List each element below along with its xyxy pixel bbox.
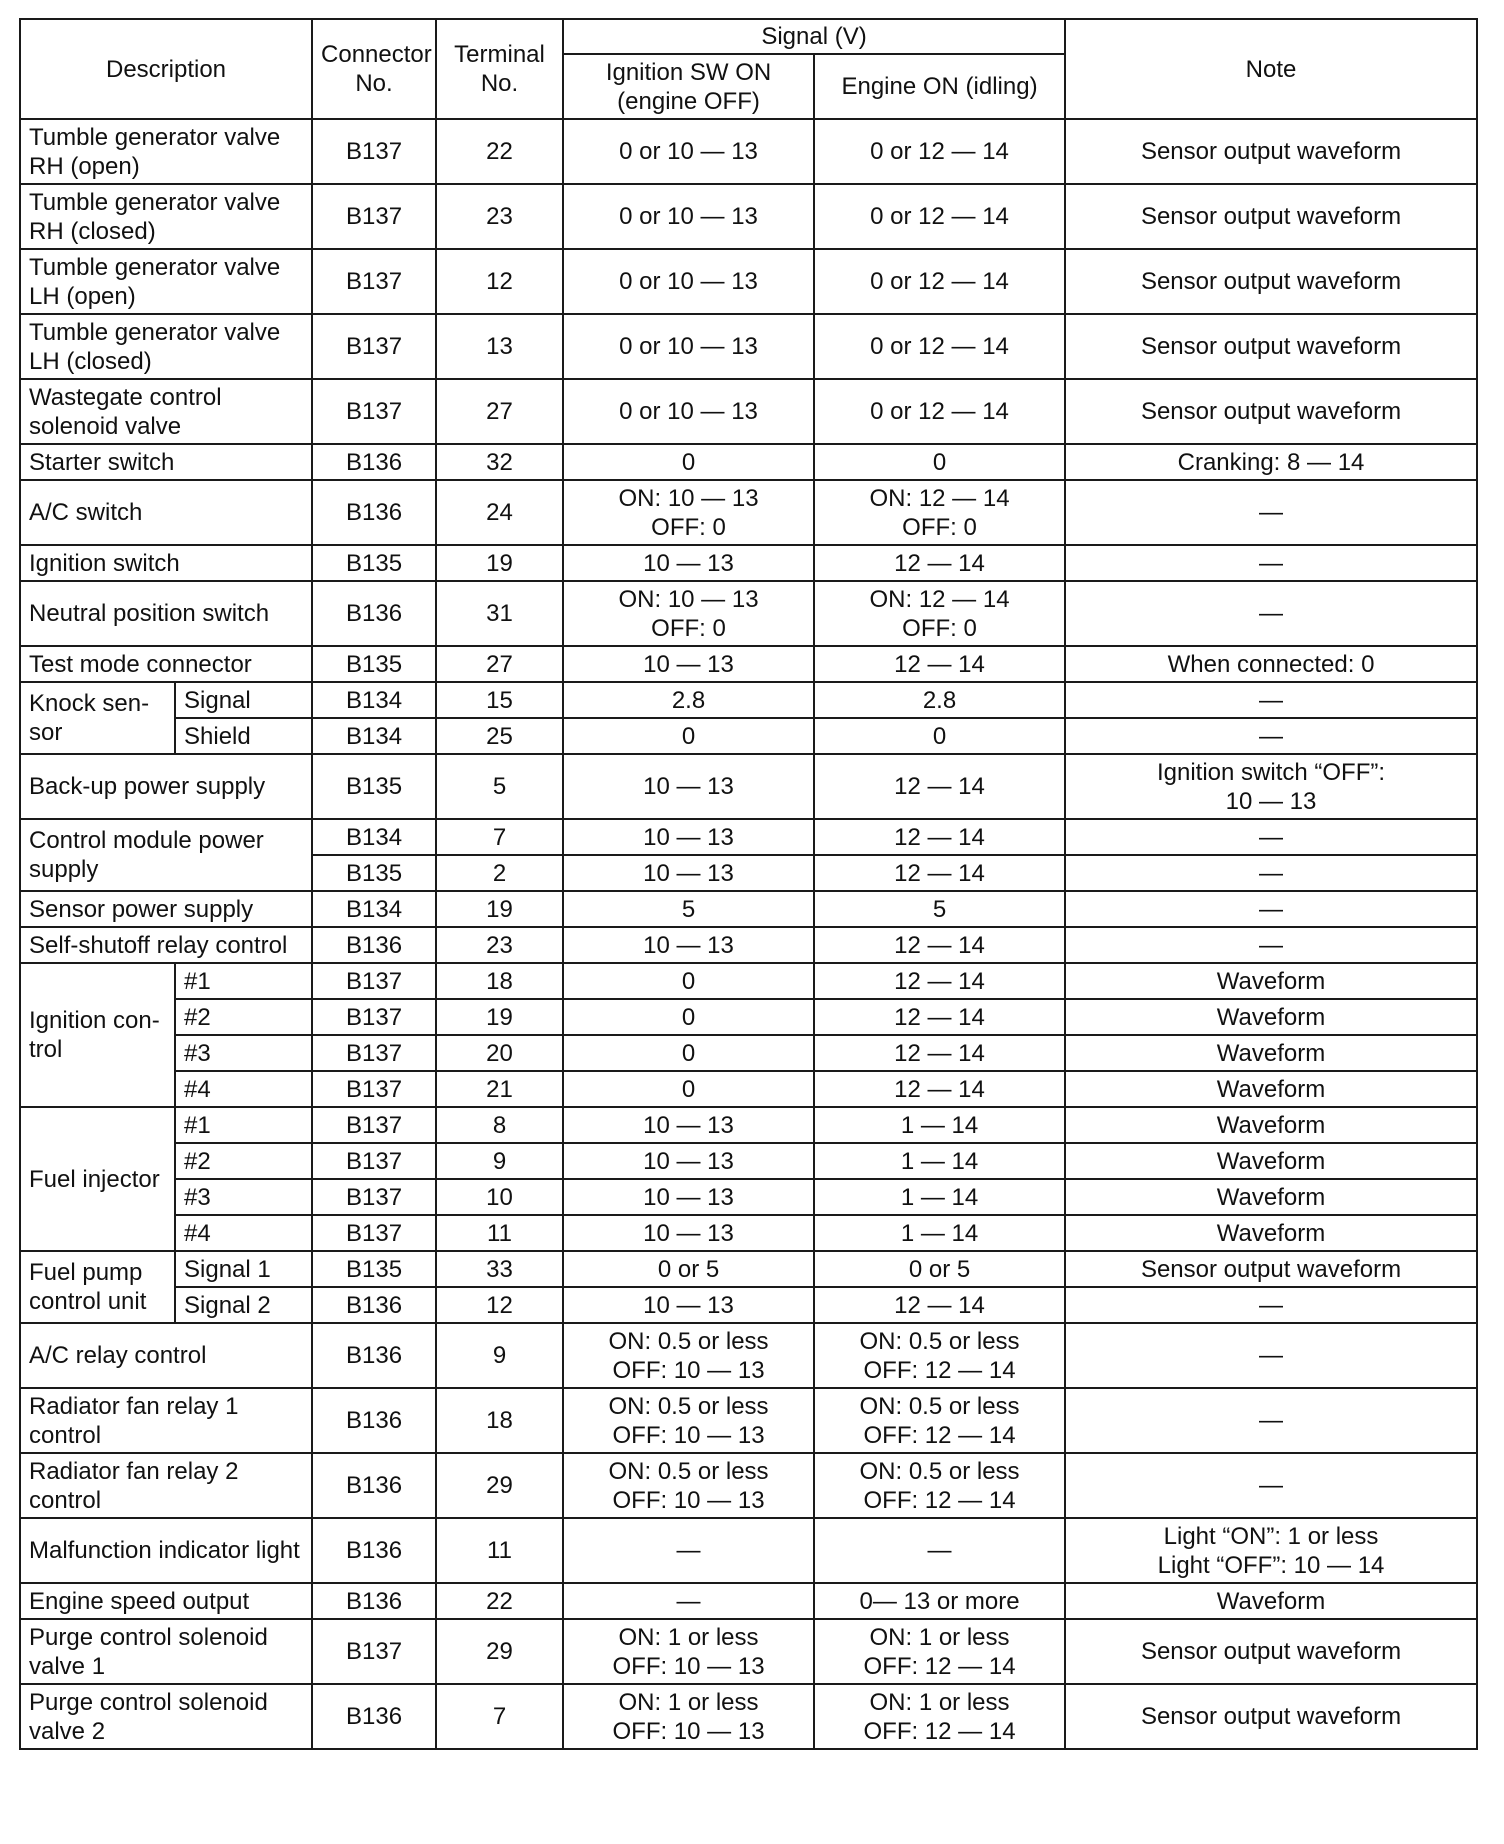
- engine-signal-cell: 2.8: [814, 682, 1065, 718]
- table-row: [20, 1583, 1477, 1619]
- ignition-signal-cell: 10 — 13: [563, 1143, 814, 1179]
- note-cell: —: [1065, 581, 1477, 646]
- ignition-signal-cell: ON: 1 or less OFF: 10 — 13: [563, 1684, 814, 1749]
- terminal-cell: 7: [436, 819, 563, 855]
- terminal-cell: 29: [436, 1453, 563, 1518]
- ignition-signal-cell: 10 — 13: [563, 1179, 814, 1215]
- note-cell: —: [1065, 855, 1477, 891]
- table-row: [20, 1179, 1477, 1215]
- description-cell: Tumble generator valve RH (open): [20, 119, 312, 184]
- connector-cell: B136: [312, 927, 436, 963]
- ignition-signal-cell: 0: [563, 999, 814, 1035]
- note-cell: Sensor output waveform: [1065, 1619, 1477, 1684]
- terminal-cell: 22: [436, 1583, 563, 1619]
- ignition-signal-cell: 10 — 13: [563, 545, 814, 581]
- ignition-signal-cell: 10 — 13: [563, 646, 814, 682]
- terminal-cell: 27: [436, 379, 563, 444]
- connector-cell: B136: [312, 1583, 436, 1619]
- note-cell: Sensor output waveform: [1065, 119, 1477, 184]
- connector-cell: B136: [312, 1287, 436, 1323]
- connector-cell: B136: [312, 444, 436, 480]
- terminal-cell: 19: [436, 999, 563, 1035]
- terminal-cell: 21: [436, 1071, 563, 1107]
- description-cell: Fuel pump control unit: [20, 1251, 175, 1323]
- table-row: [20, 119, 1477, 184]
- connector-cell: B137: [312, 999, 436, 1035]
- table-row: [20, 1684, 1477, 1749]
- engine-signal-cell: 1 — 14: [814, 1143, 1065, 1179]
- engine-signal-cell: 1 — 14: [814, 1107, 1065, 1143]
- table-row: [20, 1619, 1477, 1684]
- ignition-signal-cell: 10 — 13: [563, 1215, 814, 1251]
- engine-signal-cell: 12 — 14: [814, 1287, 1065, 1323]
- description-cell: Back-up power supply: [20, 754, 312, 819]
- ignition-signal-cell: 0: [563, 718, 814, 754]
- terminal-cell: 32: [436, 444, 563, 480]
- note-cell: Sensor output waveform: [1065, 1684, 1477, 1749]
- sub-description-cell: Shield: [175, 718, 312, 754]
- sub-description-cell: Signal 2: [175, 1287, 312, 1323]
- ignition-signal-cell: 0 or 10 — 13: [563, 379, 814, 444]
- table-row: [20, 1035, 1477, 1071]
- engine-signal-cell: 12 — 14: [814, 646, 1065, 682]
- engine-signal-cell: 0 or 12 — 14: [814, 119, 1065, 184]
- connector-cell: B136: [312, 480, 436, 545]
- connector-cell: B136: [312, 1388, 436, 1453]
- terminal-cell: 23: [436, 927, 563, 963]
- table-row: [20, 999, 1477, 1035]
- ignition-signal-cell: ON: 0.5 or less OFF: 10 — 13: [563, 1388, 814, 1453]
- connector-cell: B137: [312, 379, 436, 444]
- ignition-signal-cell: 10 — 13: [563, 855, 814, 891]
- engine-signal-cell: 12 — 14: [814, 963, 1065, 999]
- description-cell: Purge control solenoid valve 1: [20, 1619, 312, 1684]
- note-cell: Ignition switch “OFF”: 10 — 13: [1065, 754, 1477, 819]
- ignition-signal-cell: 0: [563, 963, 814, 999]
- sub-description-cell: #3: [175, 1179, 312, 1215]
- table-row: [20, 1215, 1477, 1251]
- connector-cell: B137: [312, 963, 436, 999]
- sub-description-cell: #3: [175, 1035, 312, 1071]
- ignition-signal-cell: 0 or 10 — 13: [563, 314, 814, 379]
- note-cell: Sensor output waveform: [1065, 1251, 1477, 1287]
- sub-description-cell: #4: [175, 1215, 312, 1251]
- note-cell: —: [1065, 927, 1477, 963]
- engine-signal-cell: —: [814, 1518, 1065, 1583]
- engine-signal-cell: ON: 12 — 14 OFF: 0: [814, 480, 1065, 545]
- engine-signal-cell: 0 or 5: [814, 1251, 1065, 1287]
- table-row: [20, 1071, 1477, 1107]
- note-cell: Waveform: [1065, 1215, 1477, 1251]
- note-cell: Waveform: [1065, 1179, 1477, 1215]
- table-row: [20, 1388, 1477, 1453]
- note-cell: Waveform: [1065, 1583, 1477, 1619]
- note-cell: —: [1065, 819, 1477, 855]
- table-row: [20, 1251, 1477, 1287]
- table-row: [20, 480, 1477, 545]
- connector-cell: B136: [312, 1323, 436, 1388]
- terminal-cell: 33: [436, 1251, 563, 1287]
- engine-signal-cell: 0: [814, 444, 1065, 480]
- header-engine-on: Engine ON (idling): [814, 54, 1065, 119]
- note-cell: Waveform: [1065, 1143, 1477, 1179]
- connector-cell: B137: [312, 1215, 436, 1251]
- table-row: [20, 963, 1477, 999]
- ignition-signal-cell: 0 or 5: [563, 1251, 814, 1287]
- ignition-signal-cell: 0 or 10 — 13: [563, 119, 814, 184]
- table-row: [20, 819, 1477, 855]
- ignition-signal-cell: 0: [563, 444, 814, 480]
- ignition-signal-cell: 10 — 13: [563, 819, 814, 855]
- ignition-signal-cell: ON: 0.5 or less OFF: 10 — 13: [563, 1453, 814, 1518]
- note-cell: —: [1065, 682, 1477, 718]
- engine-signal-cell: 5: [814, 891, 1065, 927]
- terminal-cell: 9: [436, 1323, 563, 1388]
- terminal-cell: 18: [436, 963, 563, 999]
- description-cell: Ignition con- trol: [20, 963, 175, 1107]
- table-row: [20, 444, 1477, 480]
- signal-table: [19, 18, 1478, 1750]
- table-row: [20, 1107, 1477, 1143]
- sub-description-cell: #1: [175, 1107, 312, 1143]
- description-cell: Control module power supply: [20, 819, 312, 891]
- engine-signal-cell: ON: 0.5 or less OFF: 12 — 14: [814, 1323, 1065, 1388]
- note-cell: Sensor output waveform: [1065, 184, 1477, 249]
- table-row: [20, 1287, 1477, 1323]
- connector-cell: B135: [312, 646, 436, 682]
- engine-signal-cell: 12 — 14: [814, 1071, 1065, 1107]
- description-cell: A/C switch: [20, 480, 312, 545]
- engine-signal-cell: 12 — 14: [814, 545, 1065, 581]
- connector-cell: B134: [312, 819, 436, 855]
- engine-signal-cell: 0 or 12 — 14: [814, 314, 1065, 379]
- terminal-cell: 19: [436, 891, 563, 927]
- connector-cell: B137: [312, 1179, 436, 1215]
- ignition-signal-cell: 10 — 13: [563, 1287, 814, 1323]
- connector-cell: B135: [312, 855, 436, 891]
- description-cell: Malfunction indicator light: [20, 1518, 312, 1583]
- connector-cell: B134: [312, 891, 436, 927]
- description-cell: Knock sen- sor: [20, 682, 175, 754]
- note-cell: Waveform: [1065, 1107, 1477, 1143]
- sub-description-cell: #1: [175, 963, 312, 999]
- engine-signal-cell: 12 — 14: [814, 1035, 1065, 1071]
- engine-signal-cell: ON: 1 or less OFF: 12 — 14: [814, 1619, 1065, 1684]
- table-row: [20, 646, 1477, 682]
- description-cell: Tumble generator valve LH (open): [20, 249, 312, 314]
- connector-cell: B136: [312, 1453, 436, 1518]
- connector-cell: B135: [312, 754, 436, 819]
- connector-cell: B137: [312, 249, 436, 314]
- table-row: [20, 682, 1477, 718]
- ignition-signal-cell: 2.8: [563, 682, 814, 718]
- engine-signal-cell: 12 — 14: [814, 754, 1065, 819]
- terminal-cell: 31: [436, 581, 563, 646]
- terminal-cell: 25: [436, 718, 563, 754]
- terminal-cell: 13: [436, 314, 563, 379]
- table-row: [20, 1518, 1477, 1583]
- engine-signal-cell: ON: 1 or less OFF: 12 — 14: [814, 1684, 1065, 1749]
- note-cell: —: [1065, 1323, 1477, 1388]
- engine-signal-cell: 0 or 12 — 14: [814, 249, 1065, 314]
- terminal-cell: 10: [436, 1179, 563, 1215]
- engine-signal-cell: 12 — 14: [814, 999, 1065, 1035]
- terminal-cell: 15: [436, 682, 563, 718]
- engine-signal-cell: 0— 13 or more: [814, 1583, 1065, 1619]
- connector-cell: B135: [312, 1251, 436, 1287]
- table-row: [20, 581, 1477, 646]
- table-row: [20, 754, 1477, 819]
- header-description: Description: [20, 19, 312, 119]
- connector-cell: B136: [312, 1518, 436, 1583]
- note-cell: Light “ON”: 1 or less Light “OFF”: 10 — 14: [1065, 1518, 1477, 1583]
- ignition-signal-cell: ON: 0.5 or less OFF: 10 — 13: [563, 1323, 814, 1388]
- sub-description-cell: #4: [175, 1071, 312, 1107]
- description-cell: Radiator fan relay 1 control: [20, 1388, 312, 1453]
- ignition-signal-cell: ON: 1 or less OFF: 10 — 13: [563, 1619, 814, 1684]
- terminal-cell: 9: [436, 1143, 563, 1179]
- description-cell: Radiator fan relay 2 control: [20, 1453, 312, 1518]
- terminal-cell: 24: [436, 480, 563, 545]
- connector-cell: B137: [312, 1619, 436, 1684]
- ignition-signal-cell: ON: 10 — 13 OFF: 0: [563, 581, 814, 646]
- engine-signal-cell: 0 or 12 — 14: [814, 379, 1065, 444]
- engine-signal-cell: 12 — 14: [814, 855, 1065, 891]
- terminal-cell: 22: [436, 119, 563, 184]
- engine-signal-cell: 0 or 12 — 14: [814, 184, 1065, 249]
- connector-cell: B136: [312, 1684, 436, 1749]
- ignition-signal-cell: 5: [563, 891, 814, 927]
- table-row: [20, 545, 1477, 581]
- terminal-cell: 2: [436, 855, 563, 891]
- header-row: [20, 19, 1477, 54]
- connector-cell: B137: [312, 1143, 436, 1179]
- table-row: [20, 1323, 1477, 1388]
- terminal-cell: 23: [436, 184, 563, 249]
- note-cell: Waveform: [1065, 963, 1477, 999]
- ignition-signal-cell: —: [563, 1583, 814, 1619]
- connector-cell: B137: [312, 1107, 436, 1143]
- engine-signal-cell: 0: [814, 718, 1065, 754]
- engine-signal-cell: 12 — 14: [814, 927, 1065, 963]
- description-cell: Test mode connector: [20, 646, 312, 682]
- connector-cell: B134: [312, 682, 436, 718]
- note-cell: Waveform: [1065, 999, 1477, 1035]
- description-cell: A/C relay control: [20, 1323, 312, 1388]
- terminal-cell: 12: [436, 249, 563, 314]
- note-cell: —: [1065, 718, 1477, 754]
- ignition-signal-cell: 0: [563, 1071, 814, 1107]
- header-connector: Connector No.: [312, 19, 436, 119]
- terminal-cell: 7: [436, 1684, 563, 1749]
- engine-signal-cell: ON: 0.5 or less OFF: 12 — 14: [814, 1388, 1065, 1453]
- connector-cell: B137: [312, 314, 436, 379]
- sub-description-cell: #2: [175, 1143, 312, 1179]
- table-row: [20, 1143, 1477, 1179]
- note-cell: Waveform: [1065, 1035, 1477, 1071]
- table-row: [20, 184, 1477, 249]
- connector-cell: B135: [312, 545, 436, 581]
- ignition-signal-cell: —: [563, 1518, 814, 1583]
- description-cell: Sensor power supply: [20, 891, 312, 927]
- note-cell: When connected: 0: [1065, 646, 1477, 682]
- terminal-cell: 20: [436, 1035, 563, 1071]
- ignition-signal-cell: 10 — 13: [563, 927, 814, 963]
- description-cell: Fuel injector: [20, 1107, 175, 1251]
- note-cell: Waveform: [1065, 1071, 1477, 1107]
- connector-cell: B137: [312, 1071, 436, 1107]
- ignition-signal-cell: ON: 10 — 13 OFF: 0: [563, 480, 814, 545]
- terminal-cell: 27: [436, 646, 563, 682]
- terminal-cell: 11: [436, 1518, 563, 1583]
- description-cell: Ignition switch: [20, 545, 312, 581]
- description-cell: Neutral position switch: [20, 581, 312, 646]
- note-cell: —: [1065, 480, 1477, 545]
- terminal-cell: 11: [436, 1215, 563, 1251]
- ignition-signal-cell: 10 — 13: [563, 754, 814, 819]
- description-cell: Engine speed output: [20, 1583, 312, 1619]
- table-row: [20, 718, 1477, 754]
- terminal-cell: 19: [436, 545, 563, 581]
- description-cell: Tumble generator valve RH (closed): [20, 184, 312, 249]
- description-cell: Wastegate control solenoid valve: [20, 379, 312, 444]
- note-cell: —: [1065, 1388, 1477, 1453]
- note-cell: —: [1065, 891, 1477, 927]
- sub-description-cell: #2: [175, 999, 312, 1035]
- header-ignition-on: Ignition SW ON (engine OFF): [563, 54, 814, 119]
- engine-signal-cell: 1 — 14: [814, 1215, 1065, 1251]
- description-cell: Starter switch: [20, 444, 312, 480]
- connector-cell: B137: [312, 184, 436, 249]
- connector-cell: B137: [312, 1035, 436, 1071]
- header-terminal: Terminal No.: [436, 19, 563, 119]
- header-signal: Signal (V): [563, 19, 1065, 54]
- connector-cell: B137: [312, 119, 436, 184]
- note-cell: Sensor output waveform: [1065, 314, 1477, 379]
- table-row: [20, 891, 1477, 927]
- engine-signal-cell: 12 — 14: [814, 819, 1065, 855]
- note-cell: —: [1065, 1287, 1477, 1323]
- engine-signal-cell: ON: 0.5 or less OFF: 12 — 14: [814, 1453, 1065, 1518]
- terminal-cell: 5: [436, 754, 563, 819]
- header-note: Note: [1065, 19, 1477, 119]
- note-cell: —: [1065, 1453, 1477, 1518]
- description-cell: Tumble generator valve LH (closed): [20, 314, 312, 379]
- terminal-cell: 18: [436, 1388, 563, 1453]
- note-cell: Sensor output waveform: [1065, 379, 1477, 444]
- table-row: [20, 379, 1477, 444]
- sub-description-cell: Signal 1: [175, 1251, 312, 1287]
- terminal-cell: 12: [436, 1287, 563, 1323]
- description-cell: Self-shutoff relay control: [20, 927, 312, 963]
- engine-signal-cell: 1 — 14: [814, 1179, 1065, 1215]
- ignition-signal-cell: 0 or 10 — 13: [563, 184, 814, 249]
- ignition-signal-cell: 0: [563, 1035, 814, 1071]
- terminal-cell: 8: [436, 1107, 563, 1143]
- note-cell: Cranking: 8 — 14: [1065, 444, 1477, 480]
- note-cell: —: [1065, 545, 1477, 581]
- sub-description-cell: Signal: [175, 682, 312, 718]
- ignition-signal-cell: 10 — 13: [563, 1107, 814, 1143]
- table-row: [20, 249, 1477, 314]
- ignition-signal-cell: 0 or 10 — 13: [563, 249, 814, 314]
- table-row: [20, 927, 1477, 963]
- connector-cell: B134: [312, 718, 436, 754]
- engine-signal-cell: ON: 12 — 14 OFF: 0: [814, 581, 1065, 646]
- description-cell: Purge control solenoid valve 2: [20, 1684, 312, 1749]
- note-cell: Sensor output waveform: [1065, 249, 1477, 314]
- connector-cell: B136: [312, 581, 436, 646]
- table-row: [20, 1453, 1477, 1518]
- terminal-cell: 29: [436, 1619, 563, 1684]
- table-row: [20, 314, 1477, 379]
